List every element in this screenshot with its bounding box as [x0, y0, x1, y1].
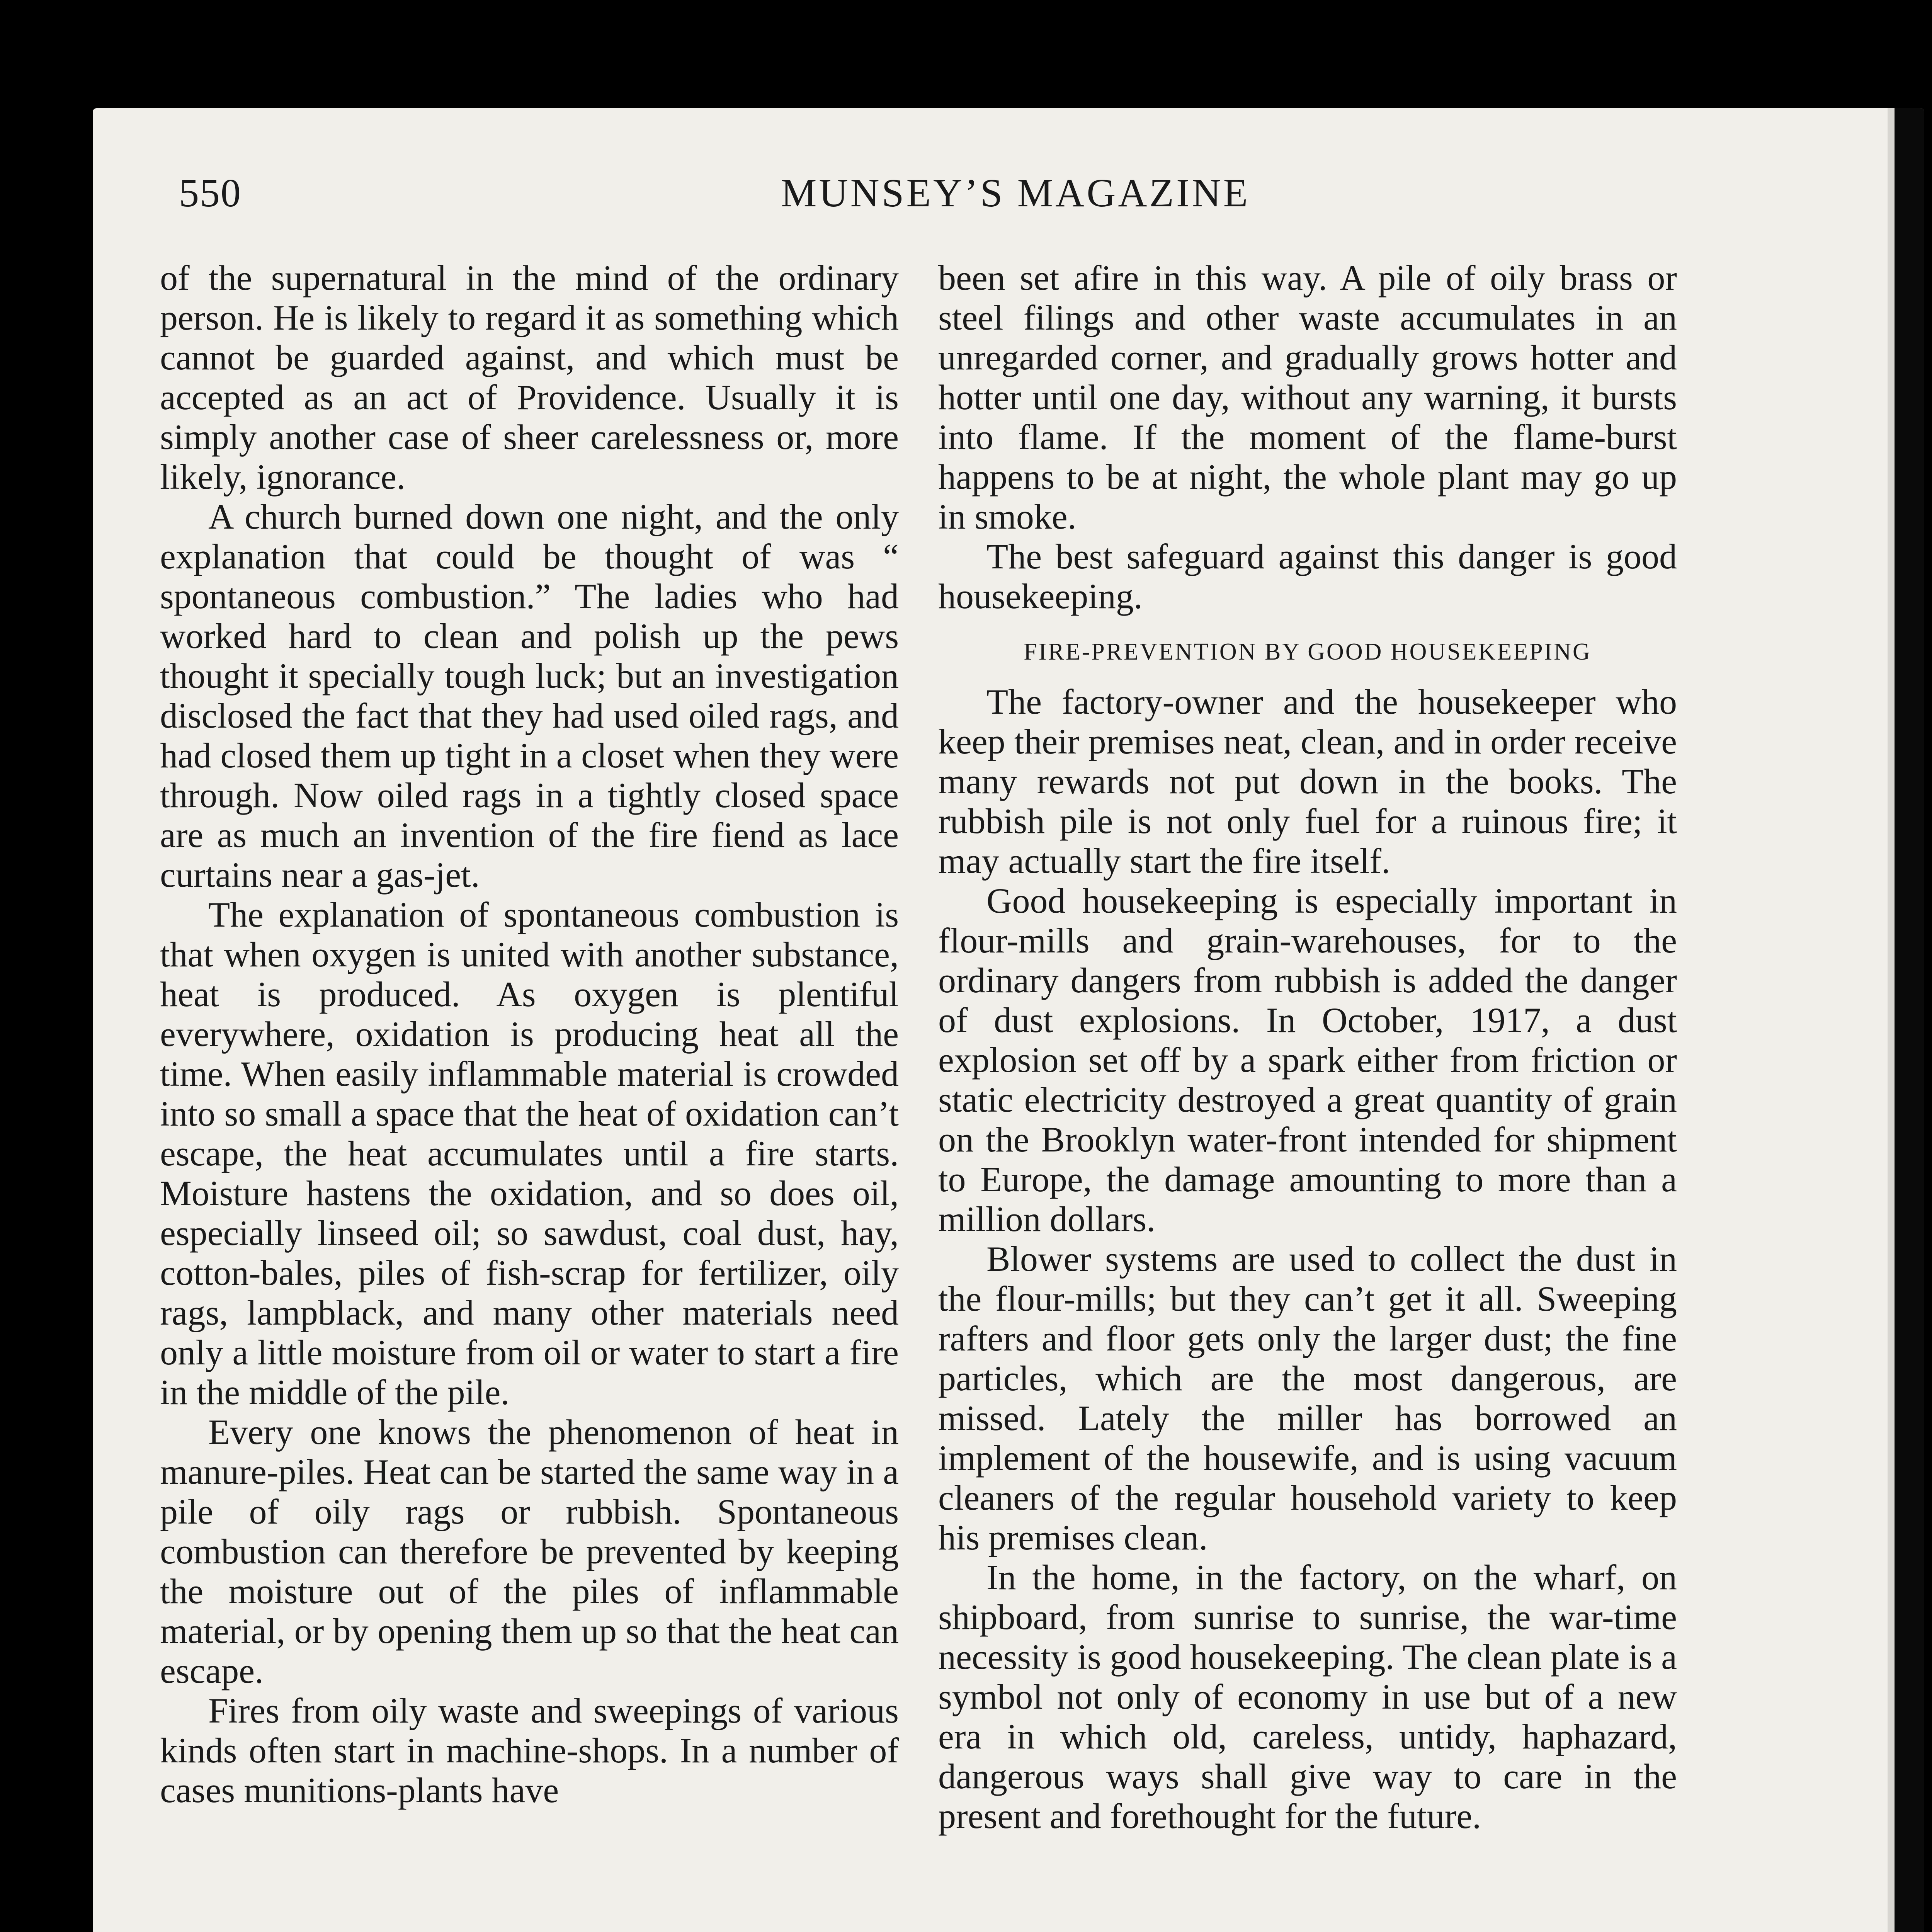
paragraph: Blower systems are used to collect the dust in the flour-mills; but they can’t get it all. Sweeping rafters and floor gets only the larger dust; the fine particles, which are the most dangerous, are missed. Lately the miller has borrowed an implement of the housewife, and is using vacuum cleaners of the regular household variety to keep his premises clean. [938, 1239, 1677, 1557]
paragraph: of the supernatural in the mind of the ordinary person. He is likely to regard it as something which cannot be guarded against, and which must be accepted as an act of Providence. Usually it is simply another case of sheer carelessness or, more likely, ignorance. [160, 258, 899, 497]
paragraph: A church burned down one night, and the only explanation that could be thought of was “ spontaneous combustion.” The ladies who had worked hard to clean and polish up the pews thought it specially tough luck; but an investigation disclosed the fact that they had used oiled rags, and had closed them up tight in a closet when they were through. Now oiled rags in a tightly closed space are as much an invention of the fire fiend as lace curtains near a gas-jet. [160, 497, 899, 895]
page-number: 550 [179, 171, 242, 215]
paragraph: Fires from oily waste and sweepings of various kinds often start in machine-shops. In a number of cases munitions-plants have [160, 1691, 899, 1810]
right-column [938, 258, 1677, 1836]
paragraph: been set afire in this way. A pile of oily brass or steel filings and other waste accumulates in an unregarded corner, and gradually grows hotter and hotter until one day, without any warning, it bursts into flame. If the moment of the flame-burst happens to be at night, the whole plant may go up in smoke. [938, 258, 1677, 536]
running-title: MUNSEY’S MAGAZINE [781, 171, 1250, 215]
page-header [179, 170, 1762, 228]
section-subheading: FIRE-PREVENTION BY GOOD HOUSEKEEPING [1024, 639, 1592, 665]
paragraph: The factory-owner and the housekeeper who keep their premises neat, clean, and in order receive many rewards not put down in the books. The rubbish pile is not only fuel for a ruinous fire; it may actually start the fire itself. [938, 682, 1677, 881]
left-column [160, 258, 899, 1810]
paragraph: The best safeguard against this danger is good housekeeping. [938, 537, 1677, 616]
paragraph: Every one knows the phenomenon of heat in manure-piles. Heat can be started the same way in a pile of oily rags or rubbish. Spontaneous combustion can therefore be prevented by keeping the moisture out of the piles of inflammable material, or by opening them up so that the heat can escape. [160, 1412, 899, 1690]
page-binding-edge [1888, 108, 1924, 1932]
paragraph: Good housekeeping is especially important in flour-mills and grain-warehouses, for to the ordinary dangers from rubbish is added the danger of dust explosions. In October, 1917, a dust explosion set off by a spark either from friction or static electricity destroyed a great quantity of grain on the Brooklyn water-front intended for shipment to Europe, the damage amounting to more than a million dollars. [938, 881, 1677, 1239]
paragraph: The explanation of spontaneous combustion is that when oxygen is united with another substance, heat is produced. As oxygen is plentiful everywhere, oxidation is producing heat all the time. When easily inflammable material is crowded into so small a space that the heat of oxidation can’t escape, the heat accumulates until a fire starts. Moisture hastens the oxidation, and so does oil, especially linseed oil; so sawdust, coal dust, hay, cotton-bales, piles of fish-scrap for fertilizer, oily rags, lampblack, and many other materials need only a little moisture from oil or water to start a fire in the middle of the pile. [160, 895, 899, 1412]
paragraph: In the home, in the factory, on the wharf, on shipboard, from sunrise to sunrise, the war-time necessity is good housekeeping. The clean plate is a symbol not only of economy in use but of a new era in which old, careless, untidy, haphazard, dangerous ways shall give way to care in the present and forethought for the future. [938, 1558, 1677, 1836]
adjacent-page-sliver [1888, 108, 1895, 1932]
